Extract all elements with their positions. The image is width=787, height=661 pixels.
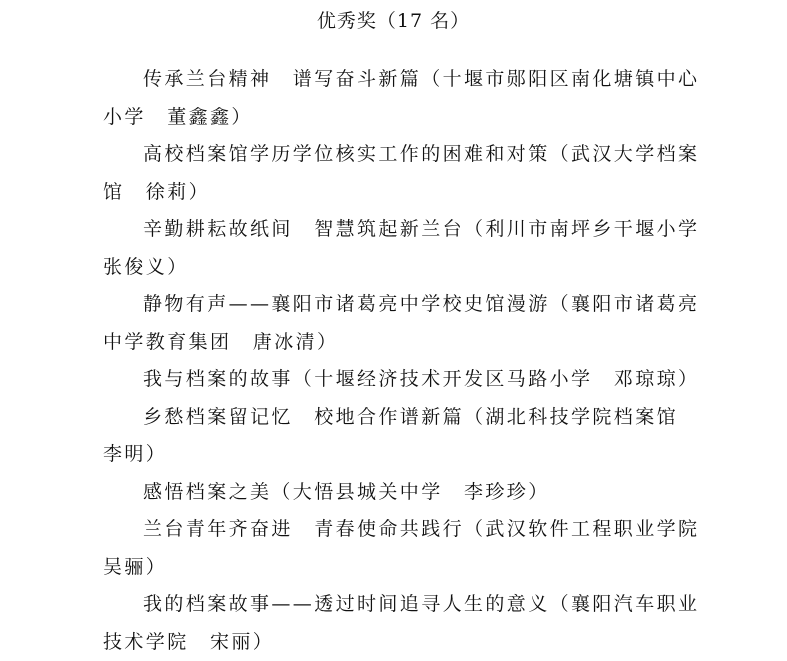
- entry-line: 感悟档案之美（大悟县城关中学 李珍珍）: [103, 474, 701, 512]
- award-entry: [103, 474, 701, 512]
- entry-line: 静物有声——襄阳市诸葛亮中学校史馆漫游（襄阳市诸葛亮: [103, 286, 701, 324]
- entry-line: 传承兰台精神 谱写奋斗新篇（十堰市郧阳区南化塘镇中心: [103, 61, 701, 99]
- award-entry: [103, 286, 701, 361]
- award-entry: [103, 586, 701, 661]
- entry-line-continued: 李明）: [103, 436, 701, 474]
- award-entry: [103, 361, 701, 399]
- entry-line: 我的档案故事——透过时间追寻人生的意义（襄阳汽车职业: [103, 586, 701, 624]
- entry-line-continued: 馆 徐莉）: [103, 174, 701, 212]
- entry-line-continued: 吴骊）: [103, 549, 701, 587]
- entry-line: 兰台青年齐奋进 青春使命共践行（武汉软件工程职业学院: [103, 511, 701, 549]
- entry-line: 高校档案馆学历学位核实工作的困难和对策（武汉大学档案: [103, 136, 701, 174]
- award-entry: [103, 211, 701, 286]
- section-title: 优秀奖（17 名）: [0, 6, 787, 36]
- entry-line-continued: 张俊义）: [103, 249, 701, 287]
- award-entry: [103, 61, 701, 136]
- entry-line: 辛勤耕耘故纸间 智慧筑起新兰台（利川市南坪乡干堰小学: [103, 211, 701, 249]
- entry-line-continued: 中学教育集团 唐冰清）: [103, 324, 701, 362]
- entry-line-continued: 技术学院 宋丽）: [103, 624, 701, 661]
- award-entry: [103, 136, 701, 211]
- entry-line: 乡愁档案留记忆 校地合作谱新篇（湖北科技学院档案馆: [103, 399, 701, 437]
- award-list: [103, 61, 701, 661]
- entry-line-continued: 小学 董鑫鑫）: [103, 99, 701, 137]
- award-entry: [103, 399, 701, 474]
- entry-line: 我与档案的故事（十堰经济技术开发区马路小学 邓琼琼）: [103, 361, 701, 399]
- award-entry: [103, 511, 701, 586]
